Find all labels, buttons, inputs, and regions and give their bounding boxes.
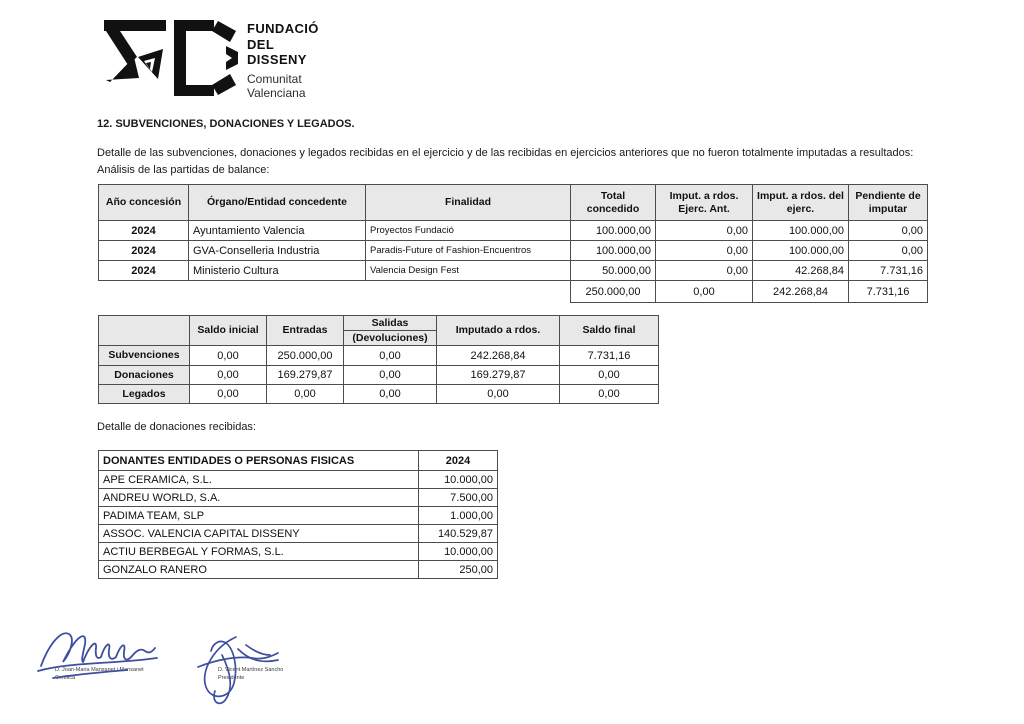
donor-row xyxy=(99,543,498,561)
signer-name: D. Joan-Maria Mansanet i Mansanet xyxy=(55,667,144,673)
cell-donor-name: APE CERAMICA, S.L. xyxy=(99,471,419,489)
cell-entradas: 250.000,00 xyxy=(267,346,344,366)
balance-header-row xyxy=(99,316,659,331)
cell-donor-name: ASSOC. VALENCIA CAPITAL DISSENY xyxy=(99,525,419,543)
handwritten-signature-icon xyxy=(35,626,195,706)
col-header-total: Total concedido xyxy=(571,185,656,221)
cell-pending: 0,00 xyxy=(849,241,928,261)
balance-row xyxy=(99,366,659,385)
grants-totals-row xyxy=(99,281,928,303)
cell-saldo-inicial: 0,00 xyxy=(190,385,267,404)
cell-pending: 0,00 xyxy=(849,221,928,241)
col-header-pending: Pendiente de imputar xyxy=(849,185,928,221)
cell-entity: GVA-Conselleria Industria xyxy=(189,241,366,261)
cell-prior: 0,00 xyxy=(656,221,753,241)
col-header-year: Año concesión xyxy=(99,185,189,221)
donors-table xyxy=(98,450,498,579)
cell-year: 2024 xyxy=(99,261,189,281)
grants-header-row xyxy=(99,185,928,221)
cell-salidas: 0,00 xyxy=(344,346,437,366)
cell-saldo-final: 0,00 xyxy=(560,385,659,404)
grants-row xyxy=(99,261,928,281)
donor-row xyxy=(99,507,498,525)
logo-wordmark xyxy=(247,21,319,100)
cell-purpose: Paradis-Future of Fashion-Encuentros xyxy=(366,241,571,261)
cell-total: 100.000,00 xyxy=(571,221,656,241)
col-header-devoluciones: (Devoluciones) xyxy=(344,331,437,346)
cell-entradas: 0,00 xyxy=(267,385,344,404)
cell-purpose: Valencia Design Fest xyxy=(366,261,571,281)
balance-row xyxy=(99,385,659,404)
empty-cell xyxy=(99,281,571,303)
cell-total: 50.000,00 xyxy=(571,261,656,281)
signature-block-certifier xyxy=(35,626,195,706)
col-header-2024: 2024 xyxy=(419,451,498,471)
col-header-entradas: Entradas xyxy=(267,316,344,346)
signer-role: Certifica xyxy=(55,674,76,681)
donor-row xyxy=(99,525,498,543)
donors-header-row xyxy=(99,451,498,471)
donor-row xyxy=(99,561,498,579)
col-header-salidas: Salidas xyxy=(344,316,437,331)
col-header-purpose: Finalidad xyxy=(366,185,571,221)
cell-prior: 0,00 xyxy=(656,261,753,281)
balance-table xyxy=(98,315,659,404)
totals-pending: 7.731,16 xyxy=(849,281,928,303)
fd-logo-icon xyxy=(104,20,238,96)
cell-donor-amount: 10.000,00 xyxy=(419,543,498,561)
cell-imputado: 242.268,84 xyxy=(437,346,560,366)
row-label: Subvenciones xyxy=(99,346,190,366)
cell-imputado: 0,00 xyxy=(437,385,560,404)
col-header-saldo-final: Saldo final xyxy=(560,316,659,346)
cell-donor-amount: 7.500,00 xyxy=(419,489,498,507)
col-header-imputado: Imputado a rdos. xyxy=(437,316,560,346)
cell-prior: 0,00 xyxy=(656,241,753,261)
cell-pending: 7.731,16 xyxy=(849,261,928,281)
cell-donor-amount: 1.000,00 xyxy=(419,507,498,525)
signature-block-president xyxy=(180,633,340,713)
cell-current: 100.000,00 xyxy=(753,221,849,241)
row-label: Donaciones xyxy=(99,366,190,385)
cell-donor-amount: 10.000,00 xyxy=(419,471,498,489)
donor-row xyxy=(99,489,498,507)
cell-saldo-inicial: 0,00 xyxy=(190,366,267,385)
grants-row xyxy=(99,221,928,241)
signer-role: Presidente xyxy=(218,674,245,681)
logo-subtitle-line: Valenciana xyxy=(247,85,306,100)
signer-name: D. Vicent Martínez Sancho xyxy=(218,667,284,673)
totals-prior: 0,00 xyxy=(656,281,753,303)
logo-subtitle-line: Comunitat xyxy=(247,71,302,86)
cell-purpose: Proyectos Fundació xyxy=(366,221,571,241)
totals-current: 242.268,84 xyxy=(753,281,849,303)
totals-total: 250.000,00 xyxy=(571,281,656,303)
col-header-prior: Imput. a rdos. Ejerc. Ant. xyxy=(656,185,753,221)
cell-donor-name: ANDREU WORLD, S.A. xyxy=(99,489,419,507)
cell-salidas: 0,00 xyxy=(344,366,437,385)
cell-salidas: 0,00 xyxy=(344,385,437,404)
cell-donor-name: ACTIU BERBEGAL Y FORMAS, S.L. xyxy=(99,543,419,561)
cell-saldo-inicial: 0,00 xyxy=(190,346,267,366)
cell-year: 2024 xyxy=(99,221,189,241)
donations-heading: Detalle de donaciones recibidas: xyxy=(97,421,256,433)
cell-current: 42.268,84 xyxy=(753,261,849,281)
cell-donor-name: GONZALO RANERO xyxy=(99,561,419,579)
handwritten-signature-icon xyxy=(180,633,300,711)
cell-imputado: 169.279,87 xyxy=(437,366,560,385)
row-label: Legados xyxy=(99,385,190,404)
col-header-current: Imput. a rdos. del ejerc. xyxy=(753,185,849,221)
balance-row xyxy=(99,346,659,366)
logo-title-line: DEL xyxy=(247,36,275,52)
col-header-entity: Órgano/Entidad concedente xyxy=(189,185,366,221)
cell-donor-amount: 140.529,87 xyxy=(419,525,498,543)
grants-row xyxy=(99,241,928,261)
intro-text-line: Detalle de las subvenciones, donaciones y legados recibidas en el ejercicio y de las recibidas en ejercicios anteriores que no fueron totalmente imputadas a resultados: xyxy=(97,147,914,159)
cell-entity: Ayuntamiento Valencia xyxy=(189,221,366,241)
fundacio-disseny-logo xyxy=(104,20,238,101)
cell-donor-name: PADIMA TEAM, SLP xyxy=(99,507,419,525)
logo-title-line: DISSENY xyxy=(247,52,307,67)
cell-year: 2024 xyxy=(99,241,189,261)
blank-header-cell xyxy=(99,316,190,346)
section-heading: 12. SUBVENCIONES, DONACIONES Y LEGADOS. xyxy=(97,118,355,130)
intro-text-line: Análisis de las partidas de balance: xyxy=(97,164,270,176)
col-header-donor: DONANTES ENTIDADES O PERSONAS FISICAS xyxy=(99,451,419,471)
cell-saldo-final: 0,00 xyxy=(560,366,659,385)
cell-total: 100.000,00 xyxy=(571,241,656,261)
cell-entity: Ministerio Cultura xyxy=(189,261,366,281)
cell-donor-amount: 250,00 xyxy=(419,561,498,579)
cell-entradas: 169.279,87 xyxy=(267,366,344,385)
cell-saldo-final: 7.731,16 xyxy=(560,346,659,366)
donor-row xyxy=(99,471,498,489)
grants-table xyxy=(98,184,928,303)
cell-current: 100.000,00 xyxy=(753,241,849,261)
col-header-saldo-inicial: Saldo inicial xyxy=(190,316,267,346)
logo-title-line: FUNDACIÓ xyxy=(247,21,319,36)
